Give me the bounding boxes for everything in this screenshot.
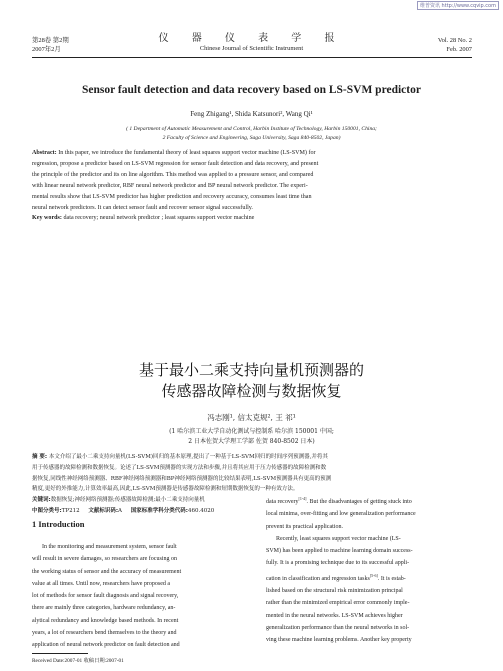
body-line: lot of methods for sensor fault diagnosis and signal recovery,: [32, 593, 179, 600]
body-line: years, a lot of researchers bend themselves to the theory and: [32, 630, 177, 637]
clc-value: TP212: [61, 507, 80, 514]
doc-code-value: A: [118, 507, 123, 514]
paper-title-en: Sensor fault detection and data recovery based on LS-SVM predictor: [82, 84, 421, 96]
body-line: ving these machine learning problems. Another key property: [266, 637, 412, 644]
abstract-line: with linear neural network predictor, RBF neural network predictor and BP neural network predictor. The experi-: [32, 182, 308, 189]
body-line: value at all times. Until now, researchers have proposed a: [32, 580, 171, 587]
watermark: 维普资讯 http://www.cqvip.com: [417, 1, 499, 10]
header-rule: [32, 57, 472, 58]
date-cn: 2007年2月: [32, 45, 61, 53]
body-line: [266, 570, 472, 585]
affiliation-cn-1: (1 哈尔滨工业大学自动化测试与控制系 哈尔滨 150001 中国;: [169, 428, 334, 435]
body-line: local minima, over-fitting and low generalization performance: [266, 511, 416, 518]
subject-code-value: 460.4020: [187, 507, 215, 514]
body-line: Recently, least squares support vector machine (LS-: [276, 535, 401, 542]
body-text: . But the disadvantages of getting stuck into: [306, 499, 412, 505]
keywords-cn-label: 关键词:: [32, 497, 51, 504]
abstract-line: neural network predictors. It can detect sensor fault and recover sensor signal successfully.: [32, 204, 253, 211]
abstract-line: [32, 148, 472, 159]
header-center: [0, 33, 503, 52]
body-line: [266, 493, 472, 508]
abstract-cn-line: [32, 452, 472, 463]
body-line: prevent its practical application.: [266, 523, 343, 530]
citation: [1-4]: [298, 496, 307, 501]
affiliation-en-2: 2 Faculty of Science and Engineering, Saga University, Saga 840-8502, Japan): [162, 135, 341, 141]
volume-cn: 第28卷 第2期: [32, 37, 69, 44]
left-column: [32, 541, 238, 652]
body-line: SVM) has been applied to machine learning domain success-: [266, 548, 413, 555]
body-text: . It is estab-: [377, 575, 406, 582]
abstract-en: [32, 148, 472, 224]
body-line: there are mainly three categories, hardware redundancy, an-: [32, 605, 176, 612]
body-text: cation in classification and regression tasks: [266, 575, 370, 582]
abstract-line: mental results show that LS-SVM predictor has higher prediction and recovery accuracy, consumes least time than: [32, 193, 312, 200]
received-date: Received Date:2007-01 收稿日期:2007-01: [32, 658, 124, 664]
abstract-line: regression, propose a predictor based on LS-SVM regression for sensor fault detection and data recovery, and present: [32, 160, 319, 167]
abstract-cn-line: 精度,更好的外推能力,计算效率最高,因此,LS-SVM预测器是传感器故障检测和短期数据恢复的一种有效方法。: [32, 486, 299, 493]
authors-en: Feng Zhigang¹, Shida Katsunori², Wang Qi¹: [190, 110, 313, 118]
journal-title-en: Chinese Journal of Scientific Instrument: [199, 45, 304, 52]
abstract-cn-label: 摘 要:: [32, 454, 48, 460]
volume-en: Vol. 28 No. 2: [437, 37, 472, 44]
citation: [5-6]: [369, 572, 378, 578]
body-line: application of neural network predictor on fault detection and: [32, 642, 180, 649]
right-column: [266, 493, 472, 647]
footer-rule: [32, 653, 88, 654]
keywords-line: [32, 213, 472, 224]
body-line: generalization performance than the neural networks in sol-: [266, 624, 410, 631]
keywords-text: data recovery; neural network predictor ; least squares support vector machine: [63, 215, 255, 222]
body-line: alytical redundancy and knowledge based methods. In recent: [32, 617, 179, 624]
body-line: rather than the minimized empirical error commonly imple-: [266, 600, 410, 607]
body-line: will result in severe damages, so researchers are focusing on: [32, 556, 177, 563]
body-line: In the monitoring and measurement system, sensor fault: [42, 544, 177, 550]
keywords-label: Key words:: [32, 215, 62, 222]
paper-title-cn-line2: 传感器故障检测与数据恢复: [161, 382, 342, 400]
abstract-line: the principle of the predictor and its on line algorithm. This method was applied to a pressure sensor, and compared: [32, 171, 314, 178]
journal-title-cn: 仪 器 仪 表 学 报: [158, 33, 345, 44]
section-introduction-title: 1 Introduction: [32, 519, 85, 529]
abstract-cn-line: 用于传感器的故障检测和数据恢复。论述了LS-SVM预测器的实现方法和步骤,并且将其应用于压力传感器的故障检测和数: [32, 464, 327, 471]
affiliation-cn-2: 2 日本佐贺大学理工学部 佐贺 840-8502 日本): [188, 438, 315, 445]
affiliation-en-1: ( 1 Department of Automatic Measurement and Control, Harbin Institute of Technology, Harbin 150001, China;: [126, 126, 377, 132]
body-line: mented in the neural networks. LS-SVM achieves higher: [266, 612, 403, 619]
abstract-cn-text: 本文介绍了最小二乘支持向量机(LS-SVM)回归的基本原理,提出了一种基于LS-SVM回归的时间序列预测器,并将其: [48, 454, 328, 460]
subject-code-label: 国家标准学科分类代码:: [130, 507, 188, 514]
abstract-text: In this paper, we introduce the fundamental theory of least squares support vector machine (LS-SVM) for: [58, 150, 316, 156]
body-text: data recovery: [266, 499, 299, 505]
body-line: the working status of sensor and the accuracy of measurement: [32, 568, 182, 575]
date-en: Feb. 2007: [446, 45, 472, 53]
header-right: [438, 37, 472, 54]
body-line: lished based on the structural risk minimization principal: [266, 588, 403, 595]
abstract-cn-line: 据恢复,同线性神经网络预测器、RBF神经网络预测器和BP神经网络预测器的比较结果表明,LS-SVM预测器具有更高的预测: [32, 475, 332, 482]
paper-title-cn-line1: 基于最小二乘支持向量机预测器的: [138, 361, 364, 379]
clc-label: 中图分类号:: [32, 507, 62, 514]
authors-cn: 冯志刚¹, 信太克规², 王 祁¹: [207, 413, 296, 422]
abstract-label: Abstract:: [32, 150, 57, 156]
body-line: fully. It is a promising technique due to its successful appli-: [266, 560, 410, 567]
doc-code-label: 文献标识码:: [88, 507, 119, 514]
keywords-cn-text: 数据恢复;神经网络预测器;传感器故障检测;最小二乘支持向量机: [50, 497, 205, 504]
